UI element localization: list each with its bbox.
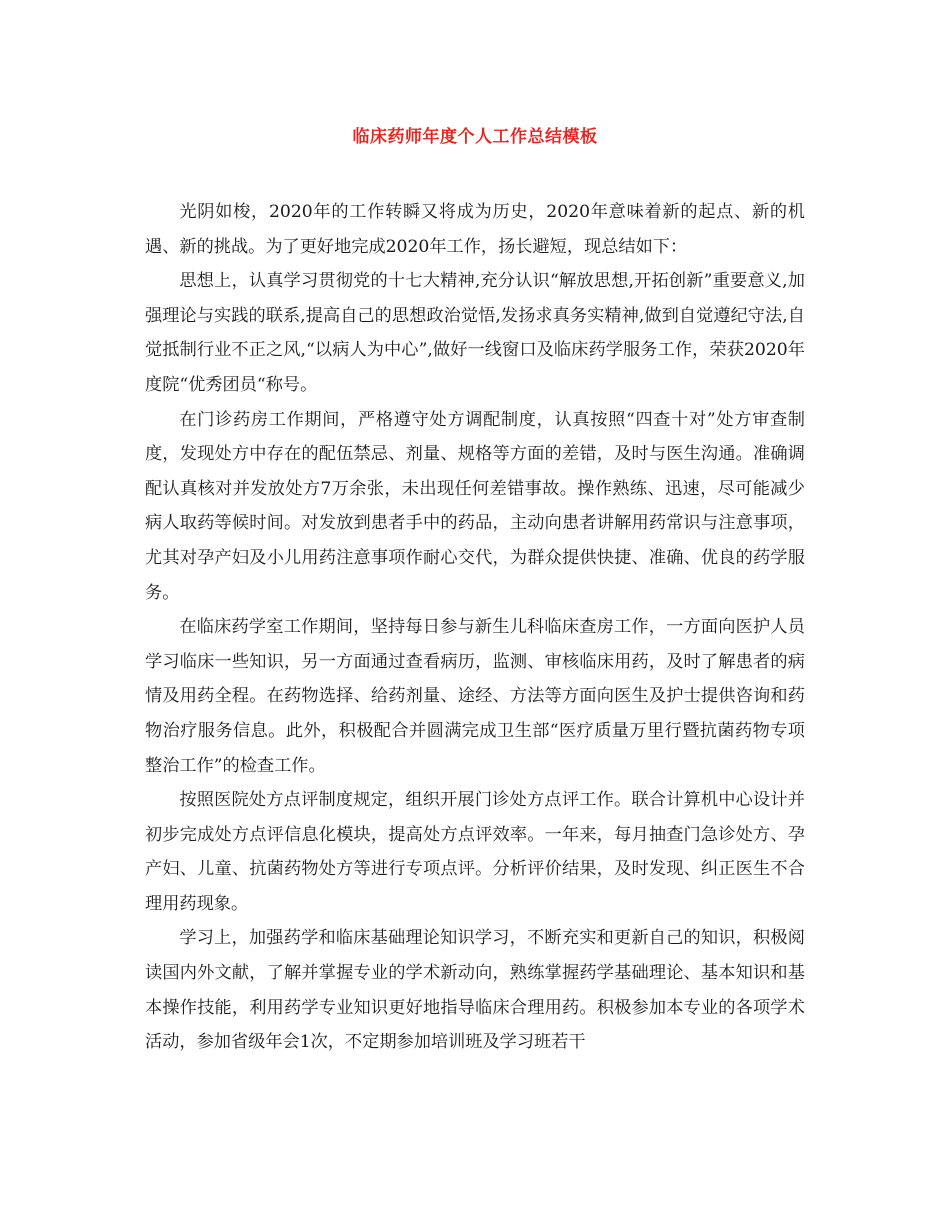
paragraph-prescription-review: 按照医院处方点评制度规定，组织开展门诊处方点评工作。联合计算机中心设计并初步完成处方点评信息化模块，提高处方点评效率。一年来，每月抽查门急诊处方、孕产妇、儿童、抗菌药物处方等进行专项点评。分析评价结果，及时发现、纠正医生不合理用药现象。 <box>145 790 805 914</box>
paragraph-ideology: 思想上，认真学习贯彻党的十七大精神,充分认识“解放思想,开拓创新”重要意义,加强理论与实践的联系,提高自己的思想政治觉悟,发扬求真务实精神,做到自觉遵纪守法,自觉抵制行业不正之风,“以病人为中心”,做好一线窗口及临床药学服务工作，荣获2020年度院“优秀团员“称号。 <box>145 271 805 395</box>
paragraph-clinical-pharmacy: 在临床药学室工作期间，坚持每日参与新生儿科临床查房工作，一方面向医护人员学习临床一些知识，另一方面通过查看病历，监测、审核临床用药，及时了解患者的病情及用药全程。在药物选择、给药剂量、途经、方法等方面向医生及护士提供咨询和药物治疗服务信息。此外，积极配合并圆满完成卫生部“医疗质量万里行暨抗菌药物专项整治工作”的检查工作。 <box>145 617 805 776</box>
document-title: 临床药师年度个人工作总结模板 <box>352 127 598 147</box>
document-body <box>145 195 805 1060</box>
paragraph-outpatient-pharmacy: 在门诊药房工作期间，严格遵守处方调配制度，认真按照“四查十对”处方审查制度，发现处方中存在的配伍禁忌、剂量、规格等方面的差错，及时与医生沟通。准确调配认真核对并发放处方7万余张，未出现任何差错事故。操作熟练、迅速，尽可能减少病人取药等候时间。对发放到患者手中的药品，主动向患者讲解用药常识与注意事项，尤其对孕产妇及小儿用药注意事项作耐心交代，为群众提供快捷、准确、优良的药学服务。 <box>145 409 805 603</box>
paragraph-intro: 光阴如梭，2020年的工作转瞬又将成为历史，2020年意味着新的起点、新的机遇、新的挑战。为了更好地完成2020年工作，扬长避短，现总结如下： <box>145 202 805 257</box>
paragraph-study: 学习上，加强药学和临床基础理论知识学习，不断充实和更新自己的知识，积极阅读国内外文献，了解并掌握专业的学术新动向，熟练掌握药学基础理论、基本知识和基本操作技能，利用药学专业知识更好地指导临床合理用药。积极参加本专业的各项学术活动，参加省级年会1次，不定期参加培训班及学习班若干 <box>145 928 805 1053</box>
